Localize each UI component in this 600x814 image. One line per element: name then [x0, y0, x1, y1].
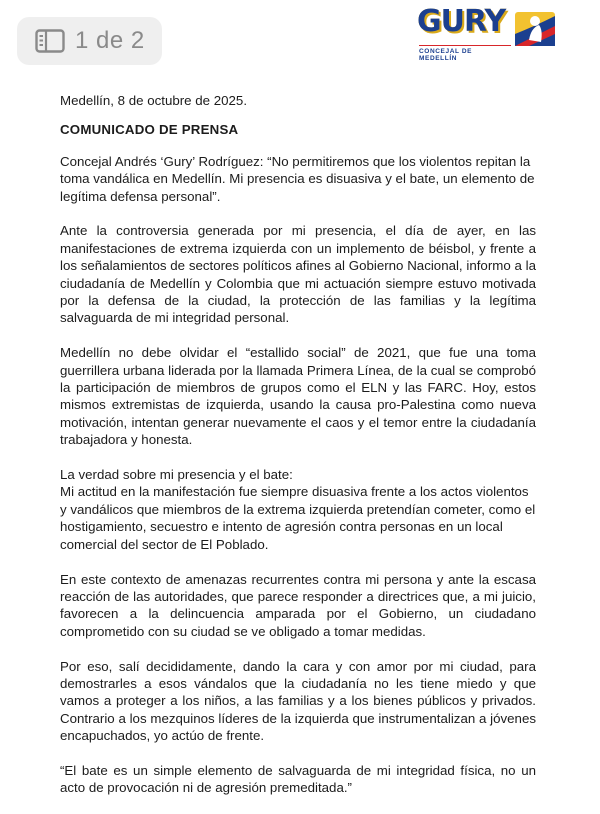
controversy-paragraph: Ante la controversia generada por mi presencia, el día de ayer, en las manifestaciones de extrema izquierda con un implemento de béisbol, y frente a los señalamientos de sectores políticos afines al Gobierno Nacional, informo a la ciudadanía de Medellín y Colombia que mi actuación siempre estuvo motivada por la defensa de la ciudad, la protección de las familias y la legítima salvaguarda de mi integridad personal. — [60, 223, 536, 326]
gury-logo — [413, 4, 563, 62]
page-indicator-badge[interactable] — [17, 17, 162, 65]
document-heading: COMUNICADO DE PRENSA — [60, 122, 239, 138]
logo-emblem-icon — [515, 12, 555, 51]
section-title: La verdad sobre mi presencia y el bate: — [60, 467, 293, 483]
truth-section — [60, 466, 536, 553]
page-indicator-label: 1 de 2 — [75, 27, 145, 54]
logo-wordmark: GURY — [417, 4, 506, 39]
section-body: Mi actitud en la manifestación fue siempre disuasiva frente a los actos violentos y vandálicos que miembros de la extrema izquierda pretendían cometer, como el hostigamiento, secuestro e intento de agresión contra personas en un local comercial del sector de El Poblado. — [60, 484, 536, 552]
press-release-document — [60, 92, 536, 814]
estallido-social-paragraph: Medellín no debe olvidar el “estallido social” de 2021, que fue una toma guerrillera urbana liderada por la llamada Primera Línea, de la cual se comprobó la participación de miembros de grupos como el ELN y las FARC. Hoy, estos mismos extremistas de izquierda, usando la causa pro-Palestina como nueva motivación, intentan generar nuevamente el caos y el temor entre la ciudadanía trabajadora y honesta. — [60, 345, 536, 448]
threats-context-paragraph: En este contexto de amenazas recurrentes contra mi persona y ante la escasa reacción de las autoridades, que parece responder a directrices que, a mi juicio, favorecen a la delincuencia amparada por el Gobierno, un ciudadano comprometido con su ciudad se ve obligado a tomar medidas. — [60, 571, 536, 639]
logo-subtitle: CONCEJAL DE MEDELLÍN — [419, 45, 511, 62]
lead-quote-paragraph: Concejal Andrés ‘Gury’ Rodríguez: “No permitiremos que los violentos repitan la toma vandálica en Medellín. Mi presencia es disuasiva y el bate, un elemento de legítima defensa personal”. — [60, 153, 535, 204]
sidebar-panel-icon[interactable] — [35, 29, 65, 53]
document-date: Medellín, 8 de octubre de 2025. — [60, 93, 248, 108]
decision-paragraph: Por eso, salí decididamente, dando la cara y con amor por mi ciudad, para demostrarles a esos vándalos que la ciudadanía no les tiene miedo y que vamos a proteger a los niños, a las familias y a los bienes públicos y privados. Contrario a los mezquinos líderes de la izquierda que instrumentalizan a jóvenes encapuchados, yo actúo de frente. — [60, 658, 536, 744]
bat-quote-paragraph: “El bate es un simple elemento de salvaguarda de mi integridad física, no un acto de provocación ni de agresión premeditada.” — [60, 762, 536, 796]
